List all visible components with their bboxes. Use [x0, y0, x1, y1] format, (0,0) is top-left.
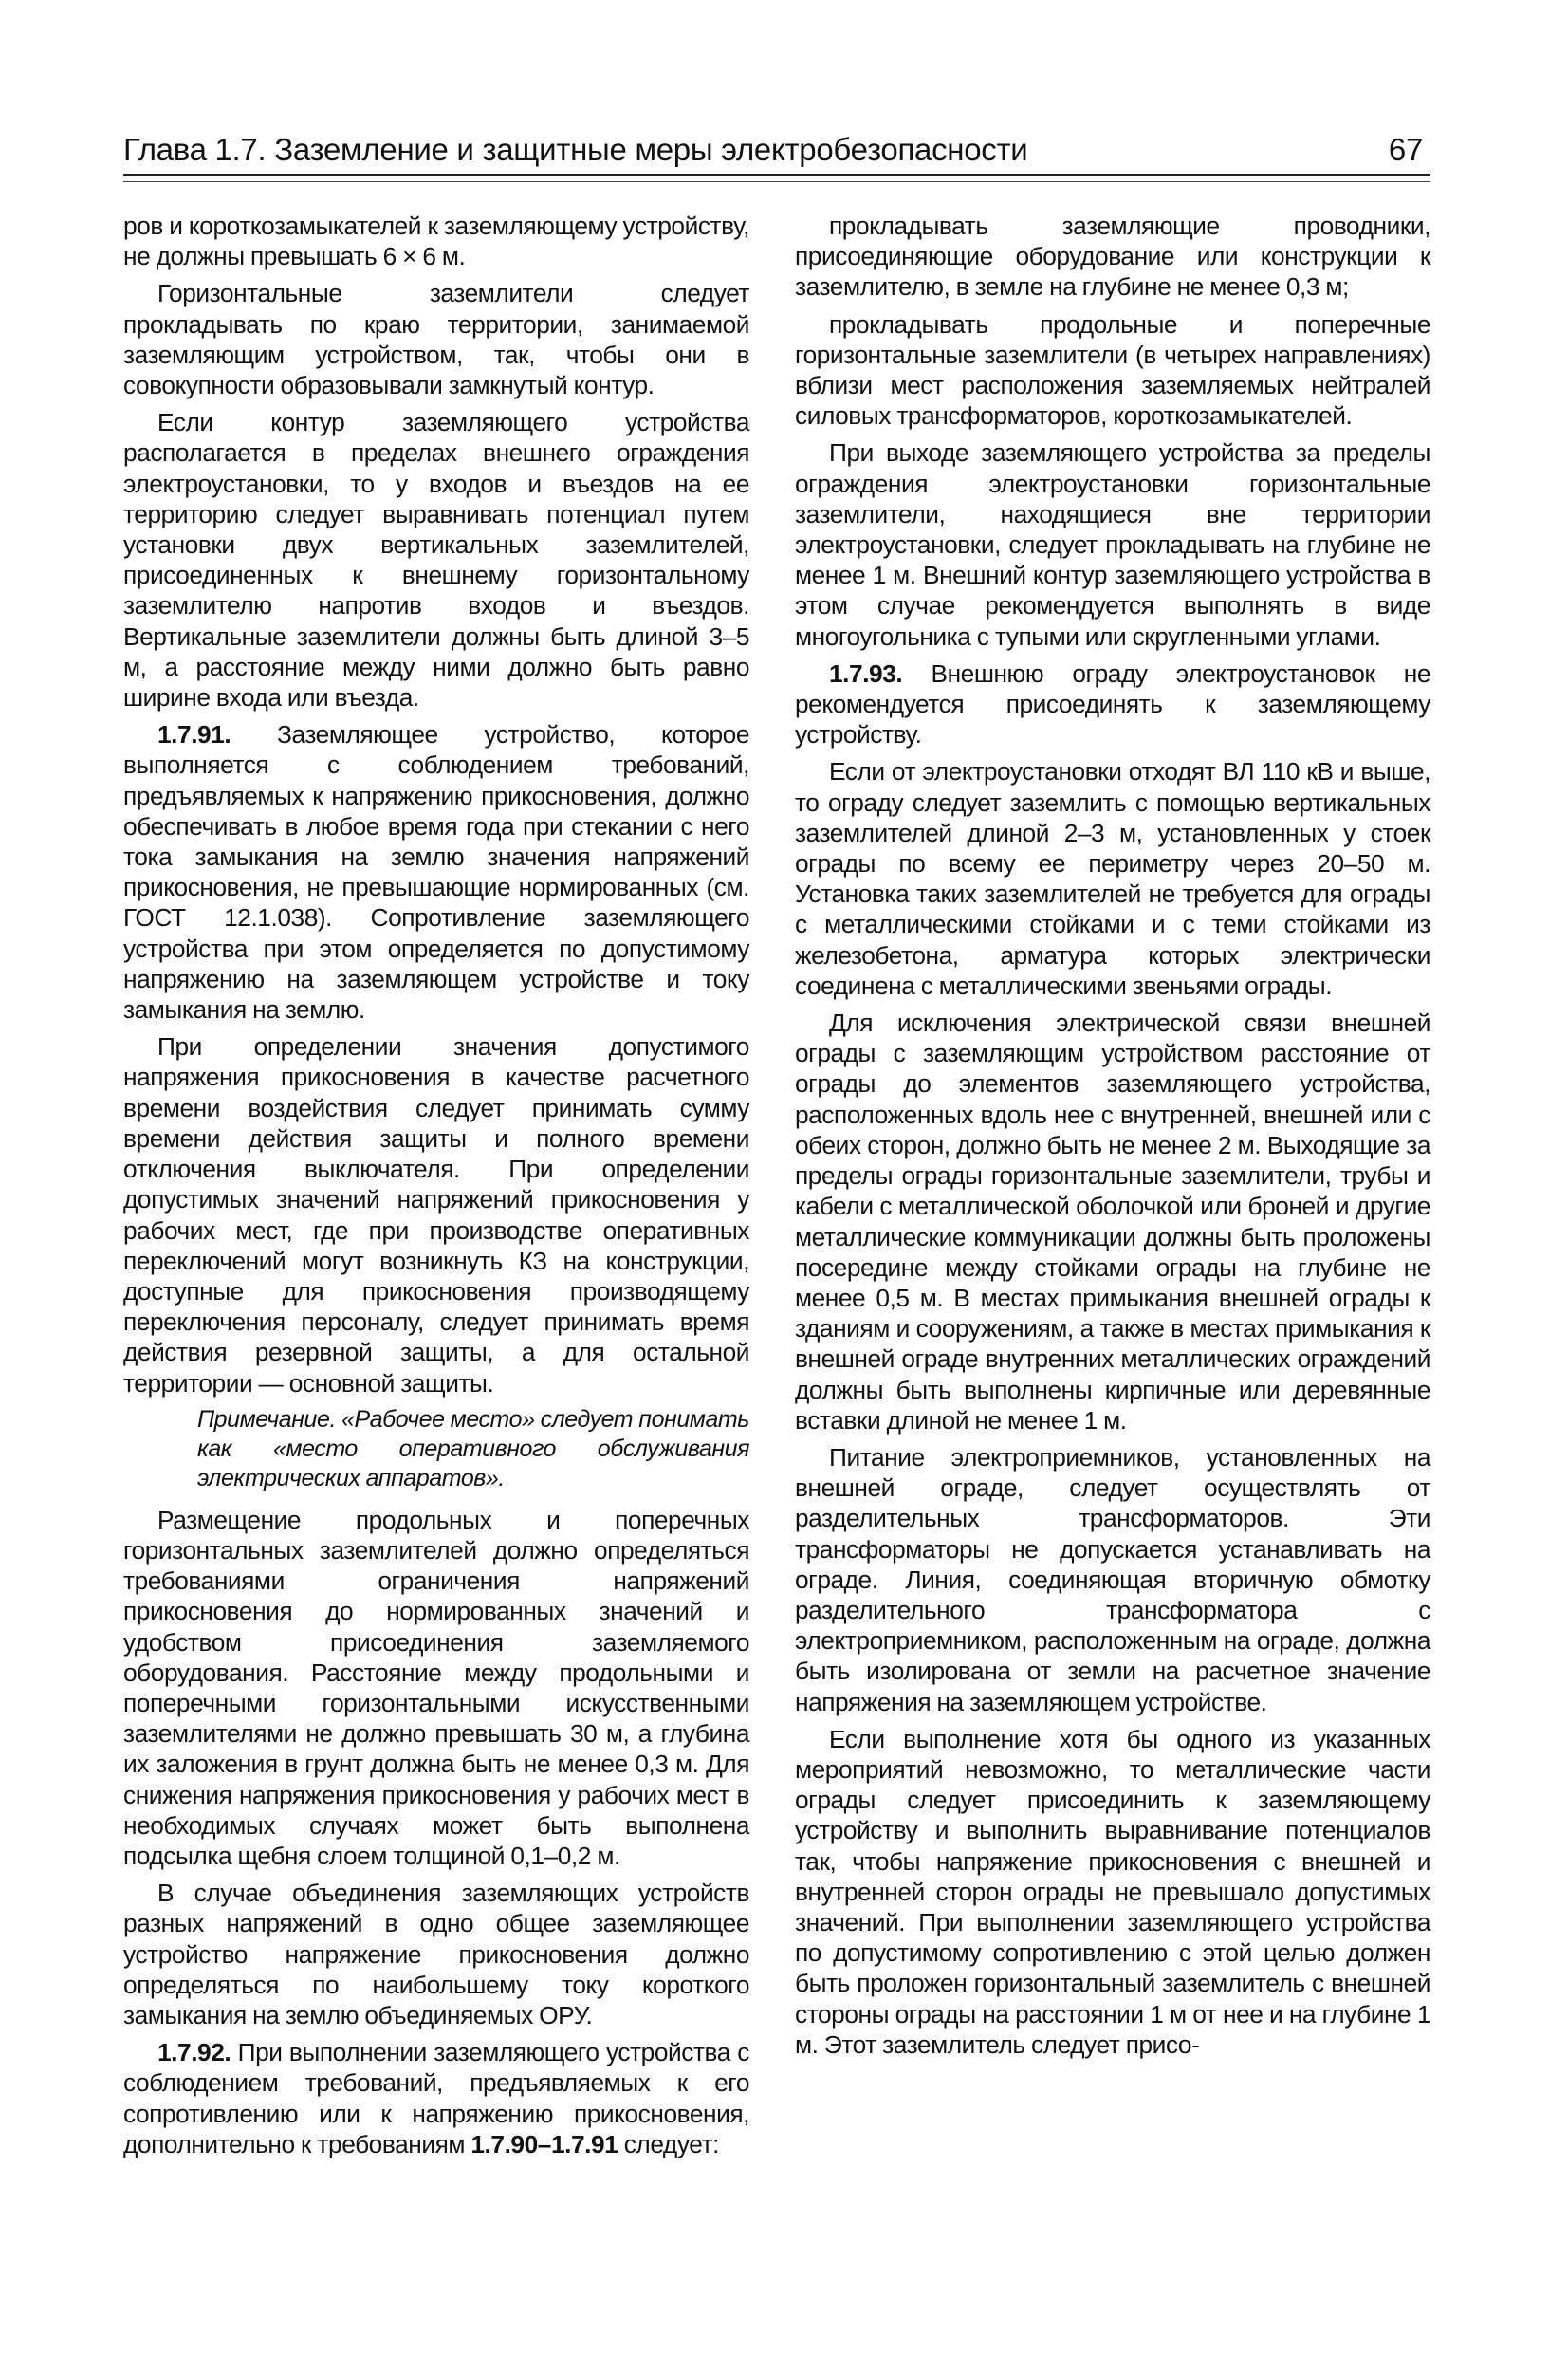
- paragraph: Для исключения электрической связи внешней ограды с заземляющим устройством расстояние от ограды до элементов заземляющего устройства, расположенных вдоль нее с внутренней, внешней или с обеих сторон, должно быть не менее 2 м. Выходящие за пределы ограды горизонтальные заземлители, трубы и кабели с металлической оболочкой или броней и другие металлические коммуникации должны быть проложены посередине между стойками ограды на глубине не менее 0,5 м. В местах примыкания внешней ограды к зданиям и сооружениям, а также в местах примыкания к внешней ограде внутренних металлических ограждений должны быть выполнены кирпичные или деревянные вставки длиной не менее 1 м.: [795, 1009, 1430, 1435]
- paragraph: ров и короткозамыкателей к заземляющему устройству, не должны превышать 6 × 6 м.: [123, 212, 749, 271]
- paragraph: прокладывать заземляющие проводники, присоединяющие оборудование или конструкции к заземлителю, в земле на глубине не менее 0,3 м;: [795, 212, 1430, 302]
- clause-reference: 1.7.90–1.7.91: [470, 2129, 618, 2158]
- paragraph: прокладывать продольные и поперечные горизонтальные заземлители (в четырех направлениях) вблизи мест расположения заземляемых нейтралей силовых трансформаторов, короткозамыкателей.: [795, 309, 1430, 431]
- clause-paragraph: [795, 658, 1430, 750]
- header-rule-thick: [123, 174, 1430, 176]
- paragraph: При выходе заземляющего устройства за пределы ограждения электроустановки горизонтальные заземлители, находящиеся вне территории электроустановки, следует прокладывать на глубине не менее 1 м. Внешний контур заземляющего устройства в этом случае рекомендуется выполнять в виде многоугольника с тупыми или скругленными углами.: [795, 438, 1430, 651]
- clause-paragraph: [123, 719, 749, 1025]
- clause-text: следует:: [618, 2129, 719, 2158]
- clause-text: Внешнюю ограду электроустановок не рекомендуется присоединять к заземляющему устройству.: [795, 658, 1430, 750]
- right-column: [795, 211, 1430, 2066]
- paragraph: При определении значения допустимого напряжения прикосновения в качестве расчетного времени воздействия следует принимать сумму времени действия защиты и полного времени отключения выключателя. При определении допустимых значений напряжений прикосновения у рабочих мест, где при производстве оперативных переключений могут возникнуть КЗ на конструкции, доступные для прикосновения производящему переключения персоналу, следует принимать время действия резервной защиты, а для остальной территории — основной защиты.: [123, 1032, 749, 1398]
- paragraph: Если выполнение хотя бы одного из указанных мероприятий невозможно, то металлические части ограды следует присоединить к заземляющему устройству и выполнить выравнивание потенциалов так, чтобы напряжение прикосновения с внешней и внутренней сторон ограды не превышало допустимых значений. При выполнении заземляющего устройства по допустимому сопротивлению с этой целью должен быть проложен горизонтальный заземлитель с внешней стороны ограды на расстоянии 1 м от нее и на глубине 1 м. Этот заземлитель следует присо-: [795, 1724, 1430, 2059]
- paragraph: Горизонтальные заземлители следует прокладывать по краю территории, занимаемой заземляющим устройством, так, чтобы они в совокупности образовывали замкнутый контур.: [123, 279, 749, 400]
- paragraph: Если от электроустановки отходят ВЛ 110 кВ и выше, то ограду следует заземлить с помощью вертикальных заземлителей длиной 2–3 м, установленных у стоек ограды по всему ее периметру через 20–50 м. Установка таких заземлителей не требуется для ограды с металлическими стойками и с теми стойками из железобетона, арматура которых электрически соединена с металлическими звеньями ограды.: [795, 757, 1430, 1000]
- clause-number: 1.7.93.: [829, 658, 903, 688]
- clause-text: При выполнении заземляющего устройства с соблюдением требований, предъявляемых к его сопротивлению или к напряжению прикосновения, дополнительно к требованиям: [123, 2038, 749, 2158]
- clause-number: 1.7.92.: [157, 2038, 231, 2067]
- clause-paragraph: [123, 2037, 749, 2159]
- running-header: [123, 129, 1423, 171]
- page-number: 67: [1388, 132, 1423, 167]
- paragraph: Если контур заземляющего устройства располагается в пределах внешнего ограждения электроустановки, то у входов и въездов на ее территорию следует выравнивать потенциал путем установки двух вертикальных заземлителей, присоединенных к внешнему горизонтальному заземлителю напротив входов и въездов. Вертикальные заземлители должны быть длиной 3–5 м, а расстояние между ними должно быть равно ширине входа или въезда.: [123, 408, 749, 713]
- header-rule-thin: [123, 181, 1430, 182]
- note-label: Примечание.: [197, 1405, 336, 1433]
- paragraph: Питание электроприемников, установленных на внешней ограде, следует осуществлять от разделительных трансформаторов. Эти трансформаторы не допускается устанавливать на ограде. Линия, соединяющая вторичную обмотку разделительного трансформатора с электроприемником, расположенным на ограде, должна быть изолирована от земли на расчетное значение напряжения на заземляющем устройстве.: [795, 1442, 1430, 1716]
- paragraph: В случае объединения заземляющих устройств разных напряжений в одно общее заземляющее устройство напряжение прикосновения должно определяться по наибольшему току короткого замыкания на землю объединяемых ОРУ.: [123, 1879, 749, 2029]
- chapter-title: Глава 1.7. Заземление и защитные меры электробезопасности: [123, 132, 1028, 167]
- paragraph: Размещение продольных и поперечных горизонтальных заземлителей должно определяться требованиями ограничения напряжений прикосновения до нормированных значений и удобством присоединения заземляемого оборудования. Расстояние между продольными и поперечными горизонтальными искусственными заземлителями не должно превышать 30 м, а глубина их заложения в грунт должна быть не менее 0,3 м. Для снижения напряжения прикосновения у рабочих мест в необходимых случаях может быть выполнена подсылка щебня слоем толщиной 0,1–0,2 м.: [123, 1505, 749, 1870]
- note: [197, 1405, 749, 1493]
- clause-text: Заземляющее устройство, которое выполняется с соблюдением требований, предъявляемых к напряжению прикосновения, должно обеспечивать в любое время года при стекании с него тока замыкания на землю значения напряжений прикосновения, не превышающие нормированных (см. ГОСТ 12.1.038). Сопротивление заземляющего устройства при этом определяется по допустимому напряжению на заземляющем устройстве и току замыкания на землю.: [123, 720, 749, 1025]
- left-column: [123, 211, 749, 2166]
- note-text: «Рабочее место» следует понимать как «место оперативного обслуживания электрических аппаратов».: [197, 1405, 749, 1491]
- clause-number: 1.7.91.: [157, 720, 231, 750]
